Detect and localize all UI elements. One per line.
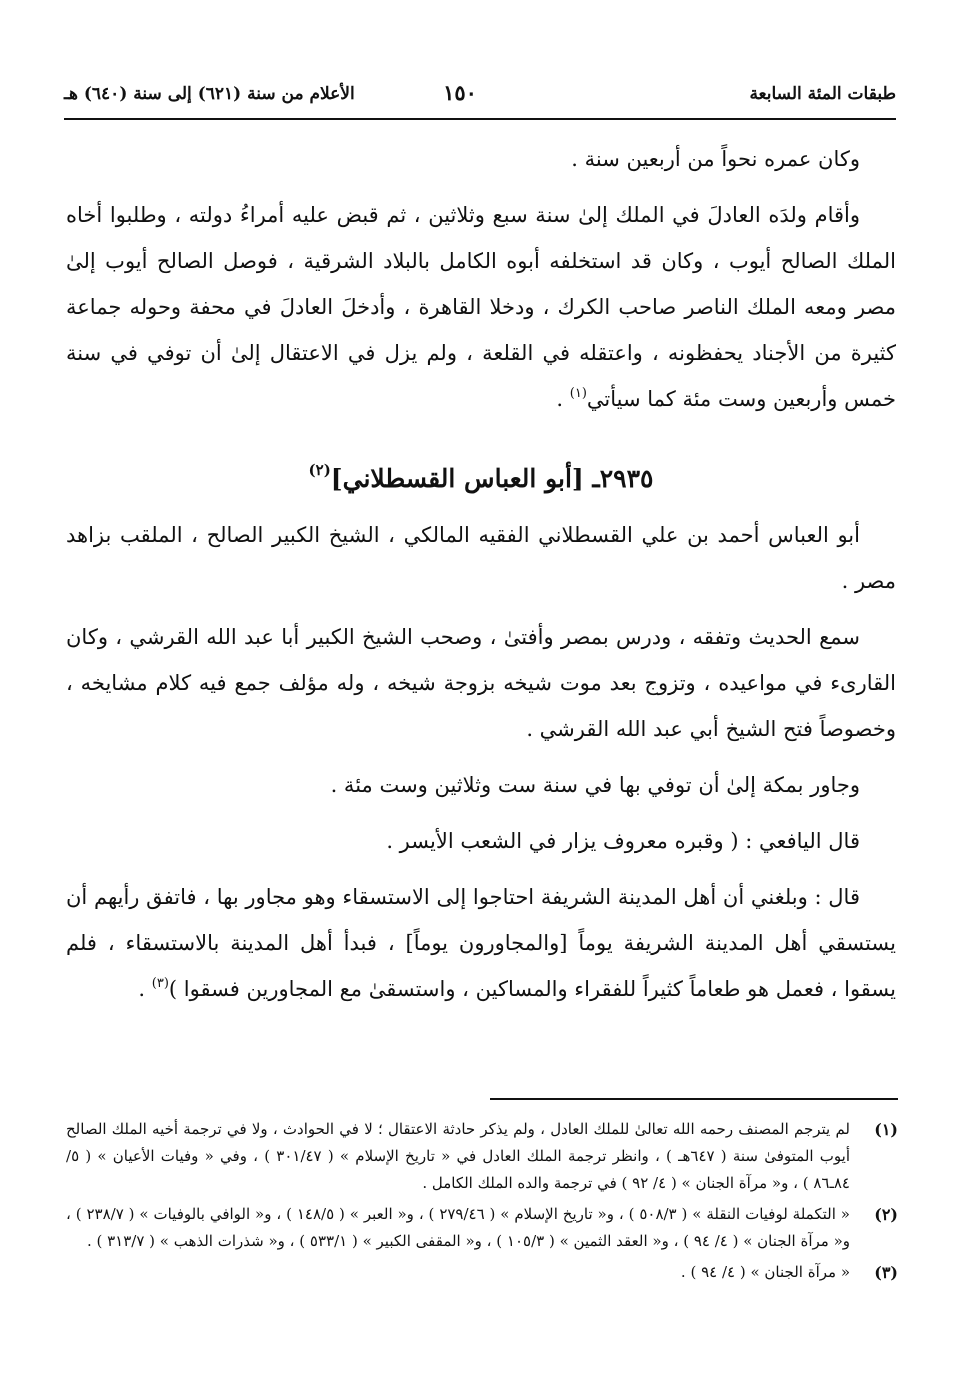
- entry-heading: [66, 452, 896, 506]
- page-number: ١٥٠: [443, 80, 477, 105]
- footnote-3: [66, 1259, 898, 1286]
- footnote-ref-1[interactable]: (١): [569, 386, 587, 401]
- paragraph-6: قال اليافعي : ( وقبره معروف يزار في الشعب الأيسر .: [386, 829, 860, 853]
- footnote-ref-2[interactable]: (٢): [308, 461, 331, 479]
- footnote-number: (١): [874, 1120, 898, 1139]
- paragraph-2: [66, 192, 896, 422]
- footnote-number: (٣): [874, 1263, 898, 1282]
- footnote-divider: [490, 1098, 898, 1100]
- paragraph-7: [66, 874, 896, 1012]
- footnote-number: (٢): [874, 1205, 898, 1224]
- footnote-ref-3[interactable]: (٣): [151, 976, 169, 991]
- footnote-text: « مرآة الجنان » ( ٤/ ٩٤ ) .: [680, 1263, 850, 1281]
- footnote-text: « التكملة لوفيات النقلة » ( ٥٠٨/٣ ) ، و« تاريخ الإسلام » ( ٢٧٩/٤٦ ) ، و« العبر » ( ١٤٨/٥ ) ، و« الوافي بالوفيات » ( ٢٣٨/٧ ) ، و« مرآة الجنان » ( ٤/ ٩٤ ) ، و« العقد الثمين » ( ١٠٥/٣ ) ، و« المقفى الكبير » ( ٥٣٣/١ ) ، و« شذرات الذهب » ( ٣١٣/٧ ) .: [66, 1205, 850, 1250]
- footnotes: [66, 1116, 898, 1290]
- paragraph-2-text: وأقام ولدَه العادلَ في الملك إلىٰ سنة سبع وثلاثين ، ثم قبض عليه أمراءُ دولته ، وطلبوا أخاه الملك الصالح أيوب ، وكان قد استخلفه أبوه الكامل بالبلاد الشرقية ، فوصل الصالح أيوب إلىٰ مصر ومعه الملك الناصر صاحب الكرك ، ودخلا القاهرة ، وأدخلَ العادلَ في محفة وحوله جماعة كثيرة من الأجناد يحفظونه ، واعتقله في القلعة ، ولم يزل في الاعتقال إلىٰ أن توفي في سنة خمس وأربعين وست مئة كما سيأتي: [66, 203, 896, 411]
- running-header: [64, 78, 896, 120]
- section-title: طبقات المئة السابعة: [749, 84, 896, 104]
- paragraph-1: وكان عمره نحواً من أربعين سنة .: [571, 147, 860, 171]
- paragraph-4: سمع الحديث وتفقه ، ودرس بمصر وأفتىٰ ، وصحب الشيخ الكبير أبا عبد الله القرشي ، وكان القارىء في مواعيده ، وتزوج بعد موت شيخه بزوجة شيخه ، وله مؤلف جمع فيه كلام مشايخه ، وخصوصاً فتح الشيخ أبي عبد الله القرشي .: [66, 625, 896, 741]
- chapter-range: الأعلام من سنة (٦٢١) إلى سنة (٦٤٠) هـ: [64, 84, 355, 104]
- footnote-2: [66, 1201, 898, 1255]
- main-text: [66, 136, 896, 1012]
- paragraph-2-end: .: [556, 387, 570, 411]
- entry-heading-text: ٢٩٣٥ـ [أبو العباس القسطلاني]: [330, 464, 654, 493]
- paragraph-7-end: .: [138, 977, 152, 1001]
- footnote-1: [66, 1116, 898, 1197]
- footnote-text: لم يترجم المصنف رحمه الله تعالىٰ للملك العادل ، ولم يذكر حادثة الاعتقال ؛ لا في الحوادث ، ولا في ترجمة أخيه الملك الصالح أيوب المتوفىٰ سنة ( ٦٤٧هـ ) ، وانظر ترجمة الملك العادل في « تاريخ الإسلام » ( ٣٠١/٤٧ ) ، وفي « وفيات الأعيان » ( ٥/ ٨٤ـ٨٦ ) ، و« مرآة الجنان » ( ٤/ ٩٢ ) في ترجمة والده الملك الكامل .: [66, 1120, 850, 1192]
- paragraph-7-text: قال : وبلغني أن أهل المدينة الشريفة احتاجوا إلى الاستسقاء وهو مجاور بها ، فاتفق رأيهم أن يستسقي أهل المدينة الشريفة يوماً [والمجاورون يوماً] ، فبدأ أهل المدينة بالاستسقاء ، فلم يسقوا ، فعمل هو طعاماً كثيراً للفقراء والمساكين ، واستسقىٰ مع المجاورين فسقوا ): [66, 885, 896, 1001]
- paragraph-3: أبو العباس أحمد بن علي القسطلاني الفقيه المالكي ، الشيخ الكبير الصالح ، الملقب بزاهد مصر .: [66, 523, 896, 593]
- paragraph-5: وجاور بمكة إلىٰ أن توفي بها في سنة ست وثلاثين وست مئة .: [330, 773, 860, 797]
